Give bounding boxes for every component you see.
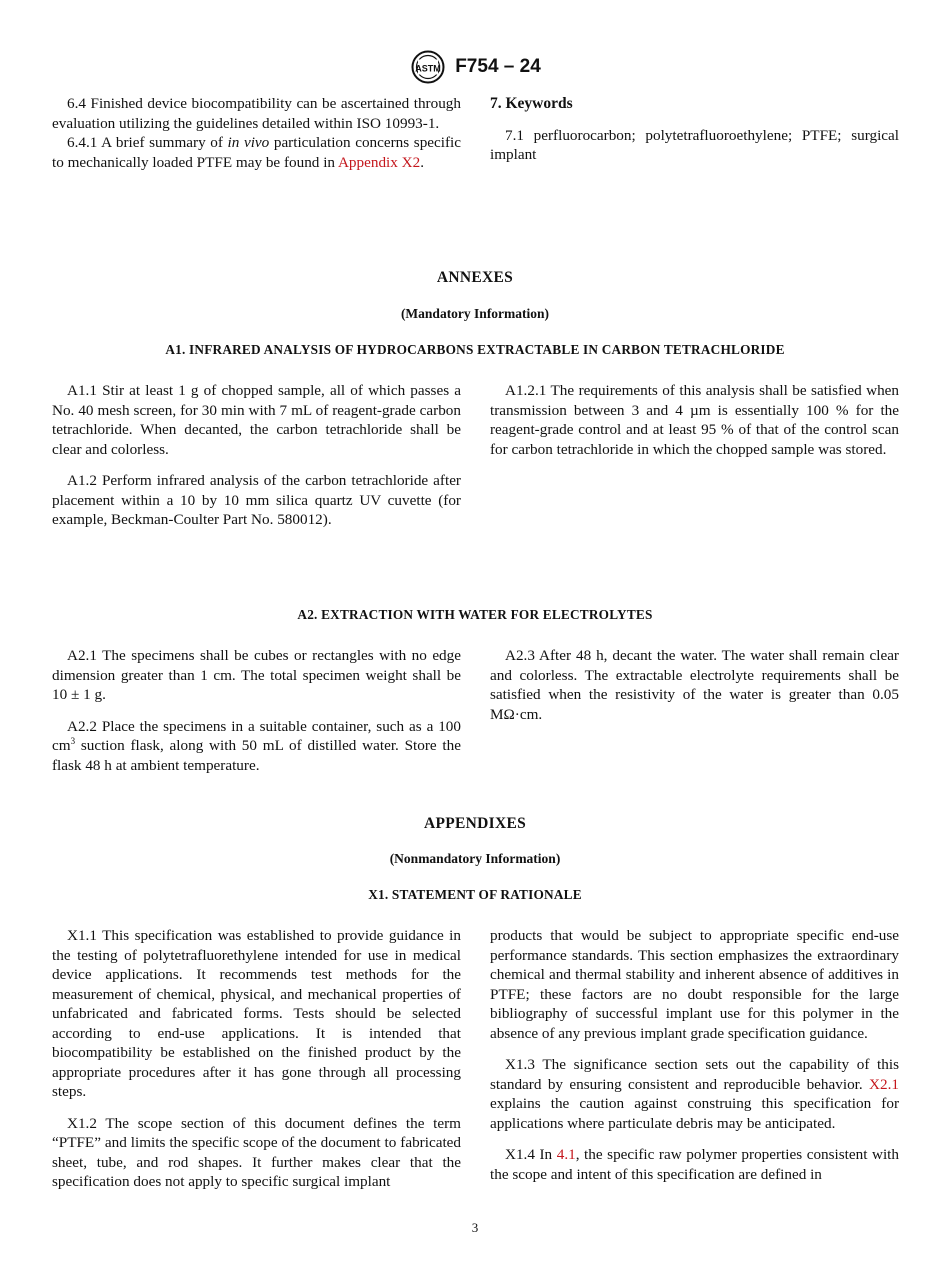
appendixes-subtitle: (Nonmandatory Information) (389, 851, 561, 866)
section-7-column (490, 94, 899, 165)
annex-a2-right-column (490, 646, 899, 724)
paragraph-x1-2-continued: products that would be subject to appropriate specific end-use performance standards. This section emphasizes the extraordinary chemical and thermal stability and inherent absence of additives in PTFE; these factors are no doubt responsible for the large bibliography of successful implant use for this polymer in the absence of any previous implant grade specification guidance. (490, 927, 899, 1042)
paragraph-6-4: 6.4 Finished device biocompatibility can be ascertained through evaluation utilizing the guidelines detailed within ISO 10993-1. (52, 95, 461, 132)
section-4-1-link[interactable]: 4.1 (556, 1146, 576, 1163)
paragraph-a2-2: A2.2 Place the specimens in a suitable container, such as a 100 $cm^3$ suction flask, along with 50 mL of distilled water. Store the flask 48 h at ambient temperature. (52, 717, 461, 774)
page-header (0, 50, 950, 84)
paragraph-a2-3: A2.3 After 48 h, decant the water. The water shall remain clear and colorless. The extractable electrolyte requirements shall be satisfied when the resistivity of the water is greater than 0.05 MΩ·cm. (490, 647, 899, 723)
paragraph-a2-1: A2.1 The specimens shall be cubes or rectangles with no edge dimension greater than 1 cm. The total specimen weight shall be 10 ± 1 g. (52, 647, 461, 703)
paragraph-a1-2: A1.2 Perform infrared analysis of the carbon tetrachloride after placement within a 10 by 10 mm silica quartz UV cuvette (for example, Beckman-Coulter Part No. 580012). (52, 472, 461, 528)
paragraph-x1-3: X1.3 The significance section sets out the capability of this standard by ensuring consistent and reproducible behavior. X2.1 explains the caution against construing this specification for applications where particulate debris may be anticipated. (490, 1056, 899, 1132)
document-number: F754 – 24 (455, 56, 541, 77)
annexes-subtitle: (Mandatory Information) (400, 306, 550, 321)
astm-logo (409, 50, 447, 84)
paragraph-x1-2: X1.2 The scope section of this document defines the term “PTFE” and limits the specific scope of the document to fabricated sheet, tube, and rod shapes. It further makes clear that the specification does not apply to specific surgical implant (52, 1114, 461, 1190)
paragraph-x1-1: X1.1 This specification was established to provide guidance in the testing of polytetrafluorethylene intended for use in medical device applications. It recommends test methods for the measurement of chemical, physical, and mechanical properties of unfabricated and fabricated forms. Tests should be selected according to end-use applications. It is intended that biocompatibility be established on the finished product by the appropriate procedures after it has gone through all processing steps. (52, 927, 461, 1100)
svg-text:ASTM: ASTM (415, 63, 441, 74)
annexes-title: ANNEXES (436, 269, 514, 286)
page-number: 3 (471, 1220, 479, 1235)
annex-a1-right-column (490, 381, 899, 459)
paragraph-6-4-1: 6.4.1 A brief summary of in vivo particulation concerns specific to mechanically loaded PTFE may be found in Appendix X2. (52, 134, 462, 171)
annex-a2-left-column (52, 646, 461, 775)
appendix-x1-right-column (490, 926, 899, 1184)
appendix-x2-link[interactable]: Appendix X2 (337, 153, 421, 171)
annex-a1-left-column (52, 381, 461, 530)
appendix-x1-heading: X1. STATEMENT OF RATIONALE (368, 887, 582, 902)
appendixes-title: APPENDIXES (423, 815, 527, 832)
paragraph-a1-2-1: A1.2.1 The requirements of this analysis shall be satisfied when transmission between 3 and 4 µm is essentially 100 % for the reagent-grade control and at least 95 % of that of the control scan for carbon tetrachloride in which the chopped sample was stored. (490, 382, 899, 458)
paragraph-x1-4: X1.4 In 4.1, the specific raw polymer properties consistent with the scope and intent of this specification are defined in (490, 1146, 899, 1183)
paragraph-a1-1: A1.1 Stir at least 1 g of chopped sample, all of which passes a No. 40 mesh screen, for 30 min with 7 mL of reagent-grade carbon tetrachloride. When decanted, the carbon tetrachloride shall be clear and colorless. (52, 382, 461, 458)
appendix-x1-left-column (52, 926, 461, 1192)
paragraph-7-1: 7.1 perfluorocarbon; polytetrafluoroethylene; PTFE; surgical implant (490, 126, 899, 163)
keywords-heading: 7. Keywords (490, 95, 573, 112)
annex-a2-heading: A2. EXTRACTION WITH WATER FOR ELECTROLYTES (297, 607, 653, 622)
x2-1-link[interactable]: X2.1 (869, 1075, 899, 1093)
section-6-column (52, 94, 461, 172)
annex-a1-heading: A1. INFRARED ANALYSIS OF HYDROCARBONS EXTRACTABLE IN CARBON TETRACHLORIDE (165, 342, 785, 357)
